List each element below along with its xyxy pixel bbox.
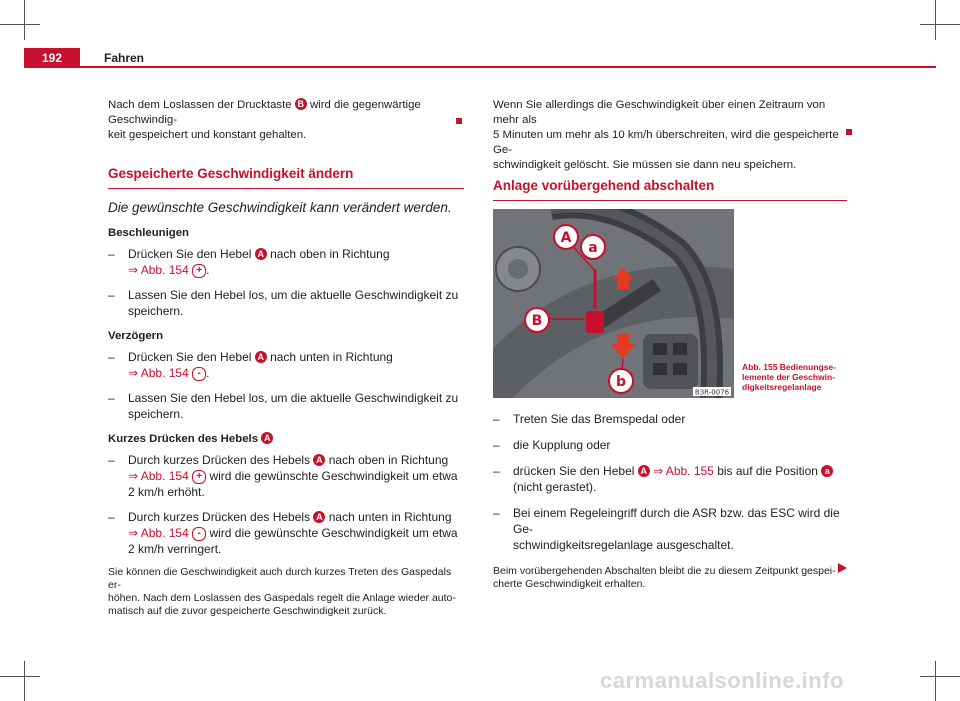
crop-mark	[24, 0, 25, 40]
badge-a: A	[638, 465, 650, 477]
list-item: – Lassen Sie den Hebel los, um die aktuelle Geschwindigkeit zu speichern.	[108, 391, 459, 421]
crop-mark	[935, 0, 936, 40]
accel-title: Beschleunigen	[108, 227, 190, 239]
left-column	[108, 98, 464, 143]
crop-mark	[920, 676, 960, 677]
header-rule	[24, 66, 936, 68]
badge-a: A	[313, 511, 325, 523]
right-intro: Wenn Sie allerdings die Geschwindigkeit über einen Zeitraum von mehr als 5 Minuten um mehr als 10 km/h überschreiten, wird die gespeicherte Ge- schwindigkeit gelöscht. Sie müssen sie dann neu speichern.	[493, 99, 839, 171]
figure-illustration	[493, 209, 734, 398]
minus-symbol: -	[192, 527, 206, 541]
crop-mark	[0, 24, 40, 25]
list-item: – Drücken Sie den Hebel A nach unten in Richtung ⇒ Abb. 154 - .	[108, 350, 393, 380]
crop-mark	[935, 661, 936, 701]
crop-mark	[0, 676, 40, 677]
badge-a: A	[255, 351, 267, 363]
badge-a: A	[261, 432, 273, 444]
figure-label-a-upper: A	[560, 230, 572, 246]
list-item: – Durch kurzes Drücken des Hebels A nach oben in Richtung ⇒ Abb. 154 + wird die gewünschte Geschwindigkeit um etwa 2 km/h erhöht.	[108, 453, 458, 499]
badge-a: A	[313, 454, 325, 466]
crop-mark	[24, 661, 25, 701]
section-end-marker	[456, 118, 462, 124]
figure-link[interactable]: ⇒ Abb. 154	[128, 263, 193, 277]
section-heading: Gespeicherte Geschwindigkeit ändern	[108, 166, 354, 181]
note-paragraph: Sie können die Geschwindigkeit auch durch kurzes Treten des Gaspedals er- höhen. Nach dem Loslassen des Gaspedals regelt die Anlage wieder auto- matisch auf die zuvor gespeicherte Geschwindigkeit zurück.	[108, 566, 456, 617]
figure-link[interactable]: ⇒ Abb. 155	[649, 464, 714, 478]
list-item: – Bei einem Regeleingriff durch die ASR bzw. das ESC wird die Ge- schwindigkeitsregelanlage ausgeschaltet.	[493, 506, 840, 552]
figure-link[interactable]: ⇒ Abb. 154	[128, 469, 193, 483]
heading-rule	[108, 188, 464, 189]
section-title: Fahren	[104, 51, 145, 65]
list-item: – Treten Sie das Bremspedal oder	[493, 412, 686, 426]
page-number: 192	[24, 48, 80, 68]
note-paragraph: Beim vorübergehenden Abschalten bleibt die zu diesem Zeitpunkt gespei- cherte Geschwindigkeit erhalten.	[493, 565, 836, 590]
minus-symbol: -	[192, 367, 206, 381]
watermark: carmanualsonline.info	[600, 668, 844, 693]
section-end-marker	[846, 129, 852, 135]
heading-rule	[493, 200, 847, 201]
badge-a: A	[255, 248, 267, 260]
section-heading: Anlage vorübergehend abschalten	[493, 178, 715, 193]
figure-caption: Abb. 155 Bedienungse- lemente der Geschwin- digkeitsregelanlage	[742, 362, 836, 392]
section-change-speed	[108, 165, 464, 618]
short-press-title: Kurzes Drücken des Hebels A	[108, 432, 464, 447]
section-subheading: Die gewünschte Geschwindigkeit kann verändert werden.	[108, 200, 452, 215]
figure-label-a-lower: a	[588, 240, 598, 256]
figure-label-b-upper: B	[531, 313, 543, 329]
section-disable	[493, 177, 847, 201]
intro-paragraph: Nach dem Loslassen der Drucktaste B wird die gegenwärtige Geschwindig- keit gespeichert und konstant gehalten.	[108, 99, 421, 141]
figure-code: B3R-0076	[694, 388, 730, 397]
figure-link[interactable]: ⇒ Abb. 154	[128, 366, 193, 380]
crop-mark	[920, 24, 960, 25]
badge-b: B	[295, 98, 307, 110]
list-item: – drücken Sie den Hebel A ⇒ Abb. 155 bis auf die Position a (nicht gerastet).	[493, 463, 849, 495]
list-item: – Durch kurzes Drücken des Hebels A nach unten in Richtung ⇒ Abb. 154 - wird die gewünschte Geschwindigkeit um etwa 2 km/h verringert.	[108, 510, 458, 556]
badge-a-lower: a	[821, 465, 833, 477]
decel-title: Verzögern	[108, 330, 164, 342]
figure-cruise-control-lever	[493, 209, 734, 398]
plus-symbol: +	[192, 470, 206, 484]
disable-list	[493, 411, 849, 591]
figure-label-b-lower: b	[615, 374, 627, 390]
list-item: – Drücken Sie den Hebel A nach oben in Richtung ⇒ Abb. 154 + .	[108, 247, 390, 277]
plus-symbol: +	[192, 264, 206, 278]
list-item: – die Kupplung oder	[493, 438, 611, 452]
list-item: – Lassen Sie den Hebel los, um die aktuelle Geschwindigkeit zu speichern.	[108, 288, 459, 318]
continue-arrow-icon	[838, 563, 847, 573]
figure-link[interactable]: ⇒ Abb. 154	[128, 526, 193, 540]
